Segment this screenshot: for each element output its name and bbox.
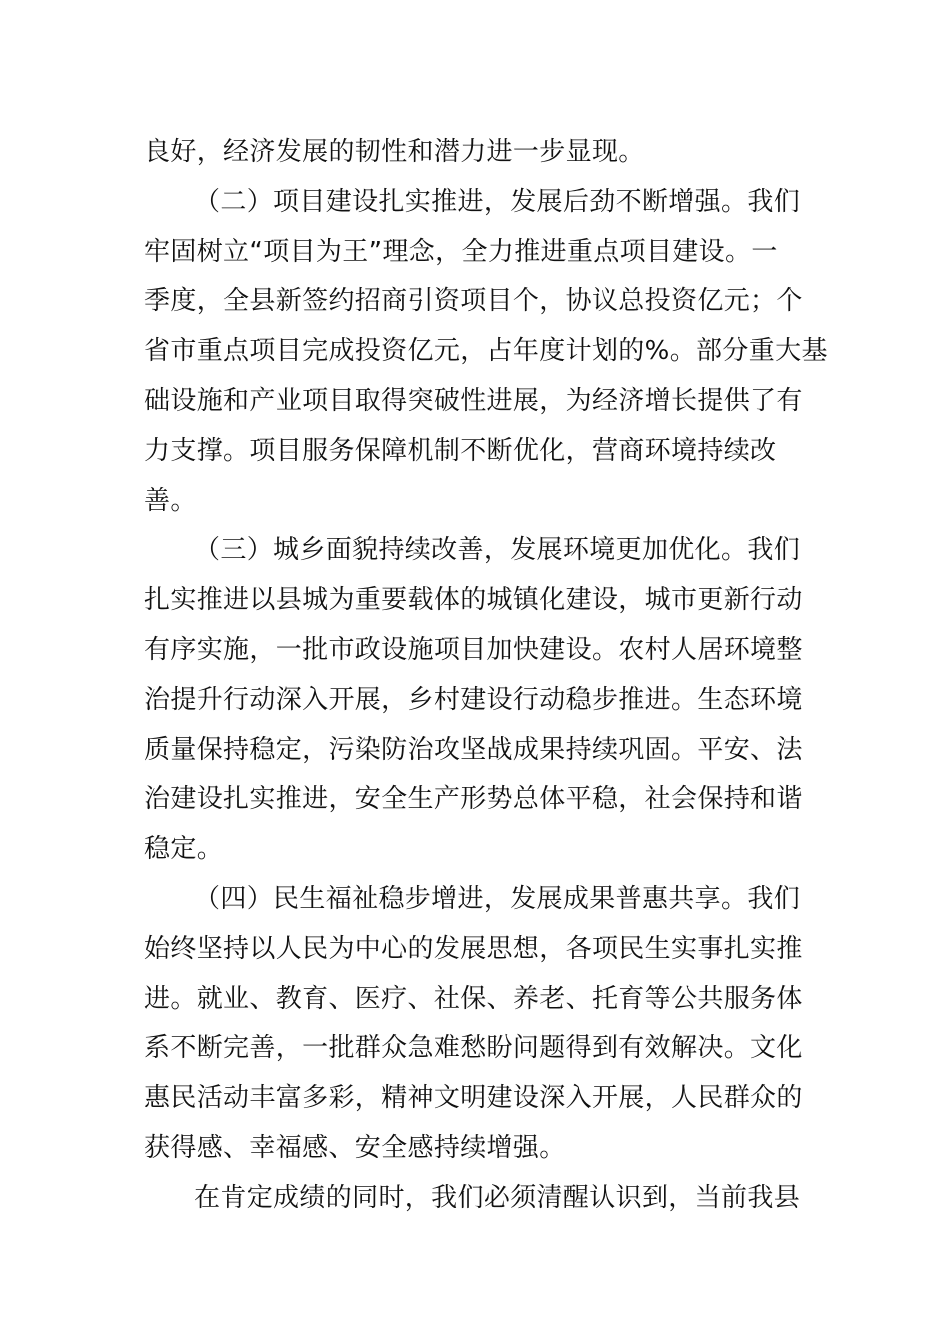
text-line: 扎实推进以县城为重要载体的城镇化建设，城市更新行动 (144, 585, 803, 616)
section-heading-line: （三）城乡面貌持续改善，发展环境更加优化。我们 (194, 535, 801, 566)
text-line: 省市重点项目完成投资亿元，占年度计划的%。部分重大基 (144, 336, 828, 367)
text-line: 系不断完善，一批群众急难愁盼问题得到有效解决。文化 (144, 1033, 803, 1064)
paragraph-start-line: 在肯定成绩的同时，我们必须清醒认识到，当前我县 (194, 1182, 801, 1213)
text-line: 牢固树立“项目为王”理念，全力推进重点项目建设。一 (144, 236, 778, 267)
text-line: 季度，全县新签约招商引资项目个，协议总投资亿元；个 (144, 286, 803, 317)
text-line: 始终坚持以人民为中心的发展思想，各项民生实事扎实推 (144, 933, 803, 964)
text-line: 础设施和产业项目取得突破性进展，为经济增长提供了有 (144, 385, 803, 416)
text-line: 惠民活动丰富多彩，精神文明建设深入开展，人民群众的 (144, 1083, 803, 1114)
text-line: 良好，经济发展的韧性和潜力进一步显现。 (144, 137, 645, 167)
text-line: 治建设扎实推进，安全生产形势总体平稳，社会保持和谐 (144, 784, 803, 815)
text-line: 稳定。 (144, 834, 224, 865)
section-heading-line: （二）项目建设扎实推进，发展后劲不断增强。我们 (194, 186, 801, 217)
text-line: 有序实施，一批市政设施项目加快建设。农村人居环境整 (144, 634, 803, 665)
text-line: 获得感、幸福感、安全感持续增强。 (144, 1132, 566, 1163)
section-heading-line: （四）民生福祉稳步增进，发展成果普惠共享。我们 (194, 883, 801, 914)
text-line: 善。 (144, 485, 197, 516)
text-line: 质量保持稳定，污染防治攻坚战成果持续巩固。平安、法 (144, 734, 803, 765)
text-line: 治提升行动深入开展，乡村建设行动稳步推进。生态环境 (144, 684, 803, 715)
document-page (144, 132, 828, 1228)
text-line: 力支撑。项目服务保障机制不断优化，营商环境持续改 (144, 435, 777, 466)
text-line: 进。就业、教育、医疗、社保、养老、托育等公共服务体 (144, 983, 803, 1014)
